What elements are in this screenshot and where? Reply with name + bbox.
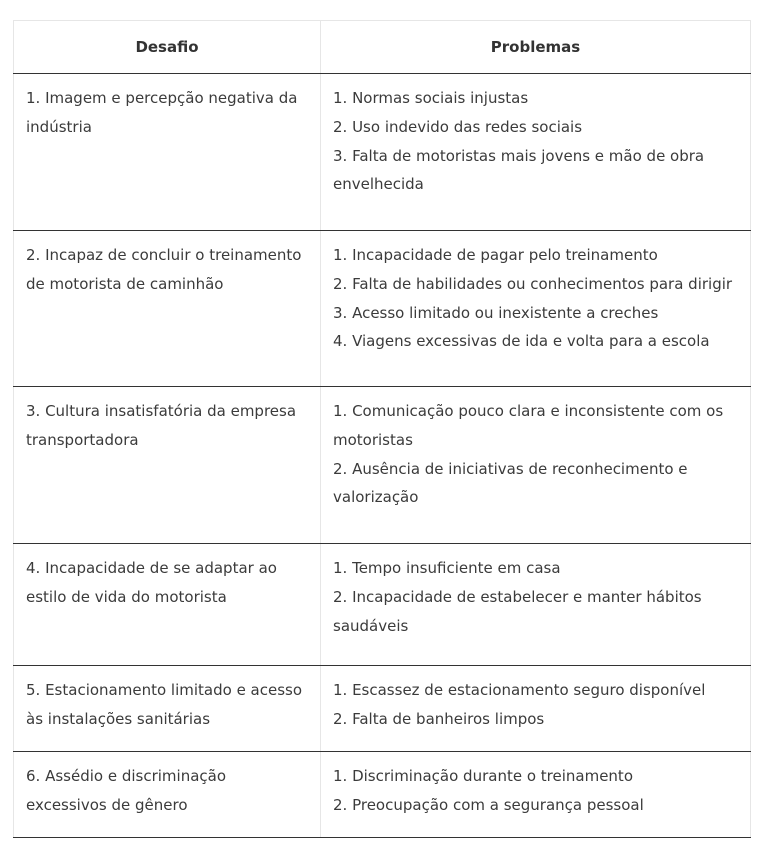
table-row <box>14 752 751 838</box>
challenge-cell: 1. Imagem e percepção negativa da indústria <box>14 74 321 231</box>
challenge-cell: 2. Incapaz de concluir o treinamento de motorista de caminhão <box>14 231 321 387</box>
problems-cell <box>321 752 751 838</box>
table-row <box>14 74 751 231</box>
problems-cell <box>321 74 751 231</box>
table-header-row <box>14 21 751 74</box>
header-problemas: Problemas <box>321 21 751 74</box>
problem-item: 3. Falta de motoristas mais jovens e mão de obra envelhecida <box>333 146 705 194</box>
problems-cell <box>321 544 751 666</box>
problem-item: 2. Falta de habilidades ou conhecimentos para dirigir <box>333 274 733 293</box>
problem-item: 1. Normas sociais injustas <box>333 89 529 107</box>
problems-cell <box>321 387 751 544</box>
header-desafio: Desafio <box>14 21 321 74</box>
challenge-cell: 4. Incapacidade de se adaptar ao estilo de vida do motorista <box>14 544 321 666</box>
table-row <box>14 544 751 666</box>
problem-item: 2. Falta de banheiros limpos <box>333 709 545 728</box>
problem-item: 1. Discriminação durante o treinamento <box>333 767 633 785</box>
problem-item: 3. Acesso limitado ou inexistente a creches <box>333 303 659 322</box>
table-row <box>14 387 751 544</box>
problem-item: 1. Tempo insuficiente em casa <box>333 559 561 577</box>
problem-item: 4. Viagens excessivas de ida e volta para a escola <box>333 332 710 351</box>
problem-item: 2. Preocupação com a segurança pessoal <box>333 795 644 814</box>
table-row <box>14 231 751 387</box>
problem-item: 1. Incapacidade de pagar pelo treinamento <box>333 246 658 264</box>
problems-cell <box>321 666 751 752</box>
challenge-cell: 6. Assédio e discriminação excessivos de gênero <box>14 752 321 838</box>
challenge-cell: 5. Estacionamento limitado e acesso às instalações sanitárias <box>14 666 321 752</box>
problem-item: 1. Escassez de estacionamento seguro disponível <box>333 681 706 699</box>
problem-item: 2. Uso indevido das redes sociais <box>333 117 583 136</box>
problems-cell <box>321 231 751 387</box>
problem-item: 1. Comunicação pouco clara e inconsistente com os motoristas <box>333 402 724 449</box>
challenge-cell: 3. Cultura insatisfatória da empresa transportadora <box>14 387 321 544</box>
challenges-table <box>13 20 751 838</box>
table-row <box>14 666 751 752</box>
problem-item: 2. Incapacidade de estabelecer e manter hábitos saudáveis <box>333 587 702 635</box>
problem-item: 2. Ausência de iniciativas de reconhecimento e valorização <box>333 459 688 507</box>
